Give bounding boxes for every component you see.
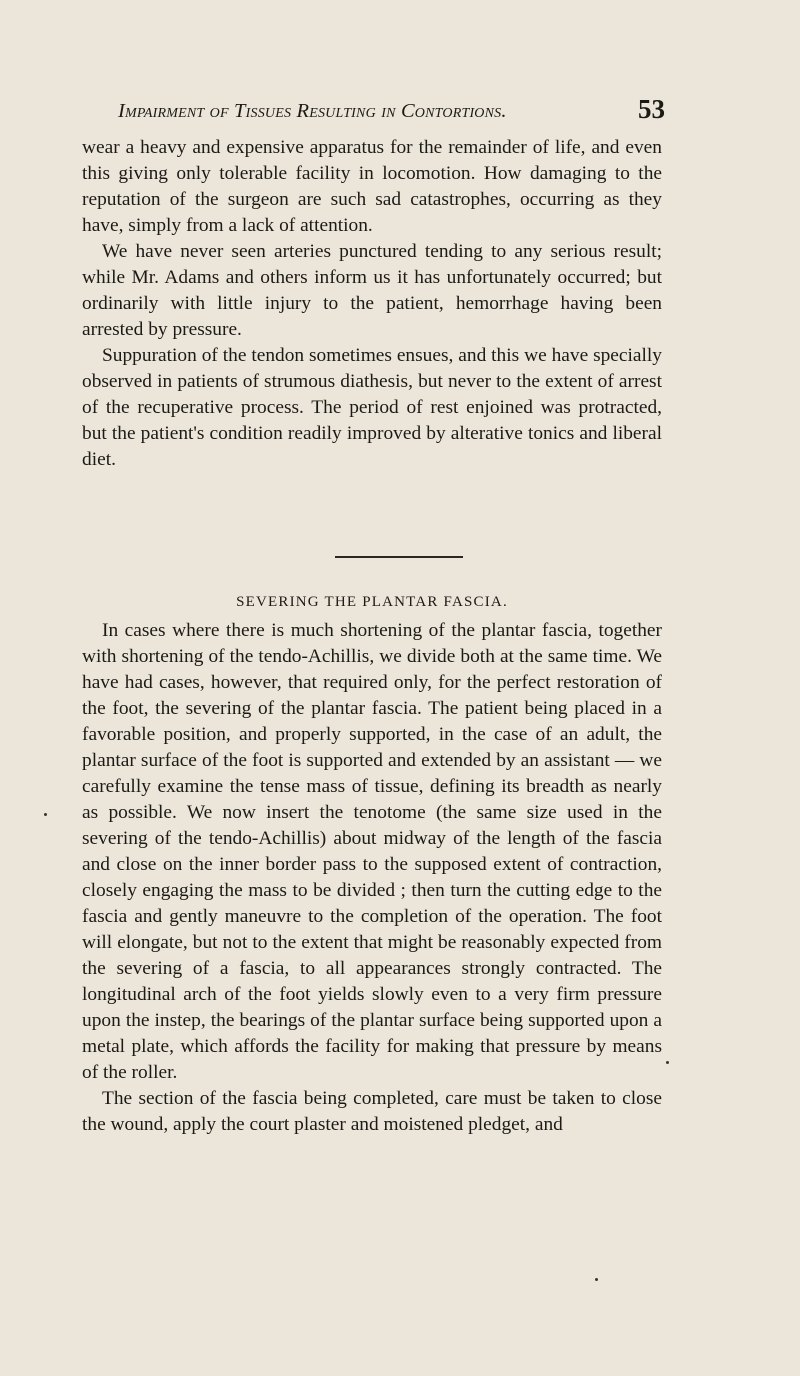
paragraph: The section of the fascia being completed, care must be taken to close the wound, apply the court plaster and moistened pledget, and — [82, 1088, 662, 1135]
continued-text — [82, 135, 662, 473]
paragraph: In cases where there is much shortening of the plantar fascia, together with shortening of the tendo-Achillis, we divide both at the same time. We have had cases, however, that required only, for the perfect restoration of the foot, the severing of the plantar fascia. The patient being placed in a favorable position, and properly supported, in the case of an adult, the plantar surface of the foot is supported and extended by an assistant — we carefully examine the tense mass of tissue, defining its breadth as nearly as possible. We now insert the tenotome (the same size used in the severing of the tendo-Achillis) about midway of the length of the fascia and close on the inner border pass to the supposed extent of contraction, closely engaging the mass to be divided ; then turn the cutting edge to the fascia and gently maneuvre to the completion of the operation. The foot will elongate, but not to the extent that might be reasonably expected from the severing of a fascia, to all appearances strongly contracted. The longitudinal arch of the foot yields slowly even to a very firm pressure upon the instep, the bearings of the plantar surface being supported upon a metal plate, which affords the facility for making that pressure by means of the roller. — [82, 620, 662, 1083]
print-speck — [44, 813, 47, 816]
section-text — [82, 618, 662, 1138]
page-number: 53 — [638, 94, 665, 124]
paragraph: We have never seen arteries punctured tending to any serious result; while Mr. Adams and others inform us it has unfortunately occurred; but ordinarily with little injury to the patient, hemorrhage having been arrested by pressure. — [82, 241, 662, 340]
paragraph: wear a heavy and expensive apparatus for the remainder of life, and even this giving only tolerable facility in locomotion. How damaging to the reputation of the surgeon are such sad catastrophes, occurring as they have, simply from a lack of attention. — [82, 137, 662, 236]
print-speck — [666, 1061, 669, 1064]
print-speck — [595, 1278, 598, 1281]
section-heading: SEVERING THE PLANTAR FASCIA. — [236, 594, 508, 610]
running-head: Impairment of Tissues Resulting in Contortions. — [118, 100, 507, 122]
section-divider — [335, 556, 463, 558]
paragraph: Suppuration of the tendon sometimes ensues, and this we have specially observed in patients of strumous diathesis, but never to the extent of arrest of the recuperative process. The period of rest enjoined was protracted, but the patient's condition readily improved by alterative tonics and liberal diet. — [82, 345, 662, 470]
